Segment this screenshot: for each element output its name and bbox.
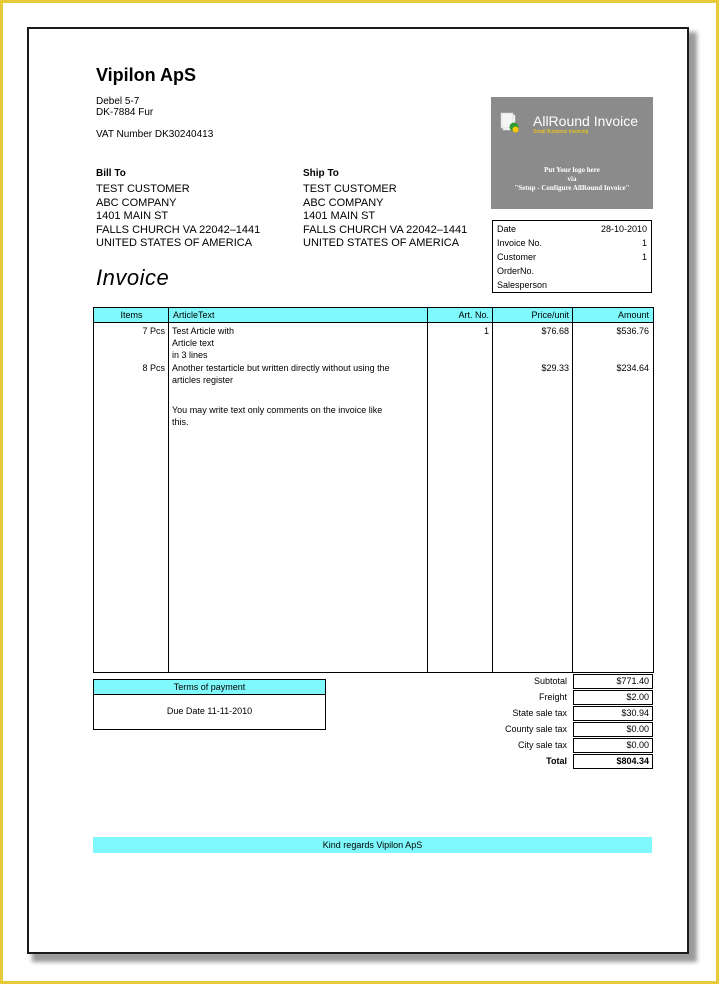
freight-label: Freight <box>538 692 567 702</box>
state-tax-value: $30.94 <box>573 706 653 721</box>
row-article-text <box>172 325 424 361</box>
invoice-info-box <box>492 220 652 293</box>
subtotal-value: $771.40 <box>573 674 653 689</box>
article-text-line: in 3 lines <box>172 350 208 360</box>
info-row-order-no <box>497 266 647 279</box>
document-title: Invoice <box>96 265 170 290</box>
column-divider <box>427 308 428 672</box>
column-divider <box>168 308 169 672</box>
bill-to-line: UNITED STATES OF AMERICA <box>96 237 253 250</box>
info-value: 1 <box>641 252 647 262</box>
freight-value: $2.00 <box>573 690 653 705</box>
article-text-line: articles register <box>172 375 234 385</box>
row-items: 7 Pcs <box>142 326 165 336</box>
info-row-invoice-no <box>497 238 647 251</box>
info-label: Date <box>497 224 517 234</box>
logo-instructions <box>491 166 653 193</box>
footer-greeting: Kind regards Vipilon ApS <box>93 837 652 853</box>
invoice-page <box>27 27 689 954</box>
col-header-items: Items <box>94 308 169 323</box>
logo-placeholder <box>491 97 653 209</box>
col-header-price-unit: Price/unit <box>493 308 573 323</box>
logo-instruction-line: via <box>567 175 577 183</box>
col-header-article-text: ArticleText <box>169 308 428 323</box>
info-row-date <box>497 224 647 237</box>
total-label: Total <box>546 756 567 766</box>
ship-to-line: UNITED STATES OF AMERICA <box>303 237 460 250</box>
ship-to-address <box>303 183 467 251</box>
line-items-table <box>93 307 654 673</box>
info-label: Salesperson <box>497 280 548 290</box>
logo-brand: AllRound Invoice <box>533 113 639 129</box>
total-value: $804.34 <box>573 754 653 769</box>
subtotal-label: Subtotal <box>533 676 567 686</box>
terms-of-payment-box <box>93 679 326 730</box>
due-date: Due Date 11-11-2010 <box>166 706 253 716</box>
row-price: $29.33 <box>541 363 569 373</box>
bill-to-address <box>96 183 260 251</box>
bill-to-line: FALLS CHURCH VA 22042–1441 <box>96 223 261 236</box>
bill-to-line: TEST CUSTOMER <box>96 183 190 195</box>
company-vat: VAT Number DK30240413 <box>96 129 214 140</box>
comment-line: You may write text only comments on the invoice like <box>172 405 383 415</box>
logo-instruction-line: Put Your logo here <box>544 166 600 174</box>
row-items: 8 Pcs <box>142 363 165 373</box>
logo-instruction-line: "Setup - Configure AllRound Invoice" <box>514 184 630 192</box>
allround-logo-icon <box>500 112 520 134</box>
info-row-customer <box>497 252 647 265</box>
ship-to-line: ABC COMPANY <box>303 196 384 209</box>
bill-to-line: ABC COMPANY <box>96 196 177 209</box>
county-tax-value: $0.00 <box>573 722 653 737</box>
company-address-1: Debel 5-7 <box>96 96 140 107</box>
company-name: Vipilon ApS <box>96 65 197 85</box>
info-row-salesperson <box>497 280 647 293</box>
row-art-no: 1 <box>483 326 489 336</box>
article-text-line: Test Article with <box>172 326 235 336</box>
ship-to-line: 1401 MAIN ST <box>303 210 376 223</box>
info-label: Invoice No. <box>497 238 543 248</box>
city-tax-value: $0.00 <box>573 738 653 753</box>
info-label: OrderNo. <box>497 266 535 276</box>
row-amount: $536.76 <box>616 326 649 336</box>
bill-to-label: Bill To <box>96 168 126 179</box>
col-header-art-no: Art. No. <box>428 308 493 323</box>
col-header-amount: Amount <box>573 308 653 323</box>
ship-to-line: TEST CUSTOMER <box>303 183 397 195</box>
ship-to-label: Ship To <box>303 168 339 179</box>
article-text-line: Another testarticle but written directly without using the <box>172 363 390 373</box>
info-label: Customer <box>497 252 537 262</box>
comment-line: this. <box>172 417 189 427</box>
state-tax-label: State sale tax <box>512 708 567 718</box>
info-value: 1 <box>641 238 647 248</box>
article-text-line: Article text <box>172 338 215 348</box>
logo-tagline: Small Business Invoicing <box>533 129 589 135</box>
terms-header: Terms of payment <box>94 680 325 695</box>
county-tax-label: County sale tax <box>504 724 567 734</box>
row-amount: $234.64 <box>616 363 649 373</box>
row-article-text <box>172 362 424 386</box>
city-tax-label: City sale tax <box>517 740 567 750</box>
ship-to-line: FALLS CHURCH VA 22042–1441 <box>303 223 468 236</box>
info-value: 28-10-2010 <box>600 224 647 234</box>
bill-to-line: 1401 MAIN ST <box>96 210 169 223</box>
comment-text <box>172 404 424 428</box>
row-price: $76.68 <box>541 326 569 336</box>
company-address-2: DK-7884 Fur <box>96 107 154 118</box>
